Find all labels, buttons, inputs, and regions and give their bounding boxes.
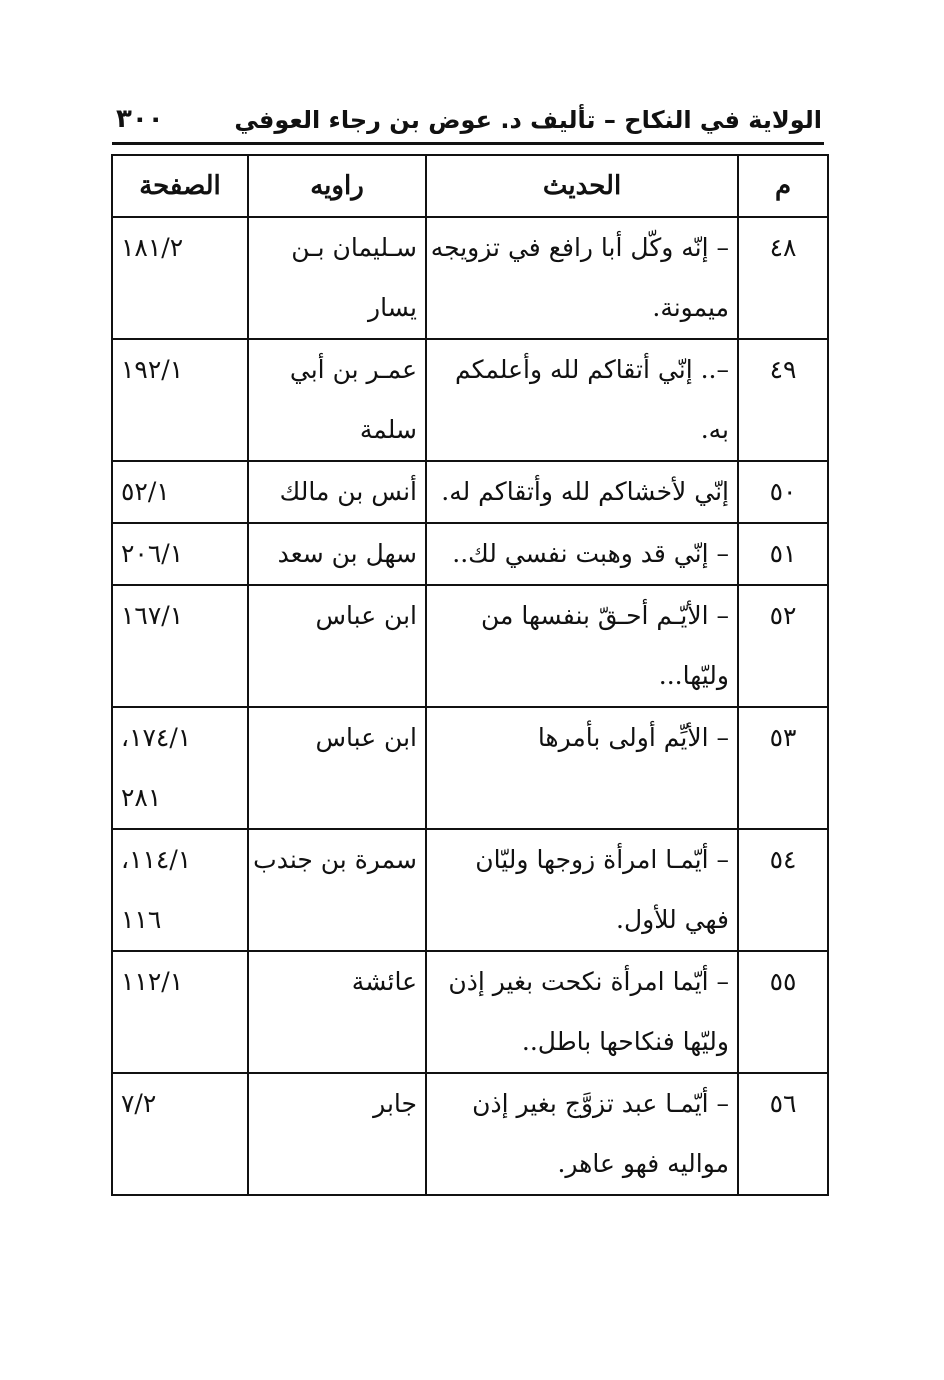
row-number: ٥١ [769, 539, 797, 568]
page-ref-text: ١٦٧/١ [121, 601, 184, 630]
hadith-cell [426, 951, 738, 1073]
row-number-cell [738, 339, 828, 461]
table-row [112, 217, 828, 339]
row-number: ٥٦ [769, 1089, 797, 1118]
table-header-row [112, 155, 828, 217]
page-ref-cell [112, 829, 248, 951]
page-ref-cell [112, 217, 248, 339]
narrator-cell [248, 217, 426, 339]
narrator-text: أنس بن مالك [279, 477, 417, 506]
hadith-table [111, 154, 829, 1196]
row-number: ٤٩ [769, 355, 797, 384]
hadith-text-line: – الأيِّم أولى بأمرها [537, 723, 729, 752]
table-row [112, 707, 828, 829]
narrator-cell [248, 523, 426, 585]
column-header-narrator: راويه [248, 155, 426, 217]
page-ref-cell [112, 951, 248, 1073]
row-number-cell [738, 1073, 828, 1195]
narrator-text: عائشة [351, 967, 417, 996]
page-ref-text: ١٧٤/١، [121, 723, 192, 752]
page-ref-cell [112, 707, 248, 829]
row-number-cell [738, 461, 828, 523]
hadith-cell [426, 829, 738, 951]
page-ref-cell [112, 523, 248, 585]
hadith-cell [426, 217, 738, 339]
hadith-text-line: – إنّي قد وهبت نفسي لك.. [452, 539, 729, 568]
table-row [112, 585, 828, 707]
row-number: ٥٣ [769, 723, 797, 752]
hadith-text-line: إنّي لأخشاكم لله وأتقاكم له. [441, 477, 729, 506]
page-number: ٣٠٠ [116, 104, 164, 134]
table-row [112, 339, 828, 461]
narrator-text: سهل بن سعد [277, 539, 417, 568]
narrator-text: عمـر بن أبي [289, 355, 417, 384]
hadith-cell [426, 707, 738, 829]
narrator-text: ابن عباس [315, 723, 417, 752]
hadith-text-line: فهي للأول. [616, 905, 729, 934]
hadith-text-line: – إنّه وكّل أبا رافع في تزويجه [430, 233, 729, 262]
page-ref-cell [112, 461, 248, 523]
table-row [112, 461, 828, 523]
page-ref-text: ٧/٢ [121, 1089, 157, 1118]
row-number-cell [738, 951, 828, 1073]
book-title: الولاية في النكاح – تأليف د. عوض بن رجاء العوفي [234, 106, 822, 134]
hadith-text-line: مواليه فهو عاهر. [557, 1149, 729, 1178]
page-ref-text: ٢٨١ [121, 783, 162, 812]
hadith-cell [426, 585, 738, 707]
narrator-cell [248, 461, 426, 523]
column-header-page: الصفحة [112, 155, 248, 217]
narrator-text: ابن عباس [315, 601, 417, 630]
hadith-text-line: –.. إنّي أتقاكم لله وأعلمكم [454, 355, 729, 384]
page-ref-text: ٥٢/١ [121, 477, 170, 506]
narrator-text: سلمة [359, 415, 417, 444]
hadith-text-line: – أيّمـا عبد تزوَّج بغير إذن [472, 1089, 729, 1118]
page-ref-cell [112, 585, 248, 707]
row-number-cell [738, 217, 828, 339]
table-row [112, 829, 828, 951]
row-number-cell [738, 585, 828, 707]
column-header-number: م [738, 155, 828, 217]
row-number: ٥٠ [769, 477, 797, 506]
narrator-cell [248, 339, 426, 461]
hadith-text-line: به. [700, 415, 729, 444]
row-number-cell [738, 829, 828, 951]
narrator-text: يسار [368, 293, 417, 322]
hadith-text-line: وليّها... [658, 661, 729, 690]
hadith-text-line: – أيّمـا امرأة زوجها وليّان [475, 845, 729, 874]
page-ref-text: ١١٤/١، [121, 845, 192, 874]
row-number: ٤٨ [769, 233, 797, 262]
hadith-text-line: وليّها فنكاحها باطل.. [521, 1027, 729, 1056]
page-ref-text: ١١٢/١ [121, 967, 184, 996]
narrator-cell [248, 1073, 426, 1195]
table-row [112, 523, 828, 585]
row-number: ٥٢ [769, 601, 797, 630]
hadith-text-line: ميمونة. [652, 293, 729, 322]
hadith-cell [426, 339, 738, 461]
narrator-cell [248, 707, 426, 829]
page-ref-text: ١١٦ [121, 905, 162, 934]
narrator-cell [248, 585, 426, 707]
page-ref-cell [112, 1073, 248, 1195]
table-row [112, 1073, 828, 1195]
narrator-cell [248, 951, 426, 1073]
narrator-cell [248, 829, 426, 951]
row-number-cell [738, 707, 828, 829]
hadith-cell [426, 523, 738, 585]
page-ref-text: ٢٠٦/١ [121, 539, 184, 568]
page-header [112, 100, 824, 145]
column-header-hadith: الحديث [426, 155, 738, 217]
hadith-text-line: – أيّما امرأة نكحت بغير إذن [448, 967, 729, 996]
row-number: ٥٤ [769, 845, 797, 874]
row-number-cell [738, 523, 828, 585]
hadith-text-line: – الأيّـم أحـقّ بنفسها من [481, 601, 729, 630]
hadith-cell [426, 461, 738, 523]
hadith-cell [426, 1073, 738, 1195]
page-ref-cell [112, 339, 248, 461]
row-number: ٥٥ [769, 967, 797, 996]
narrator-text: سمرة بن جندب [253, 845, 417, 874]
narrator-text: سـليمان بـن [291, 233, 417, 262]
narrator-text: جابر [373, 1089, 417, 1118]
page-ref-text: ١٩٢/١ [121, 355, 184, 384]
page-ref-text: ١٨١/٢ [121, 233, 184, 262]
table-body [112, 217, 828, 1195]
table-row [112, 951, 828, 1073]
